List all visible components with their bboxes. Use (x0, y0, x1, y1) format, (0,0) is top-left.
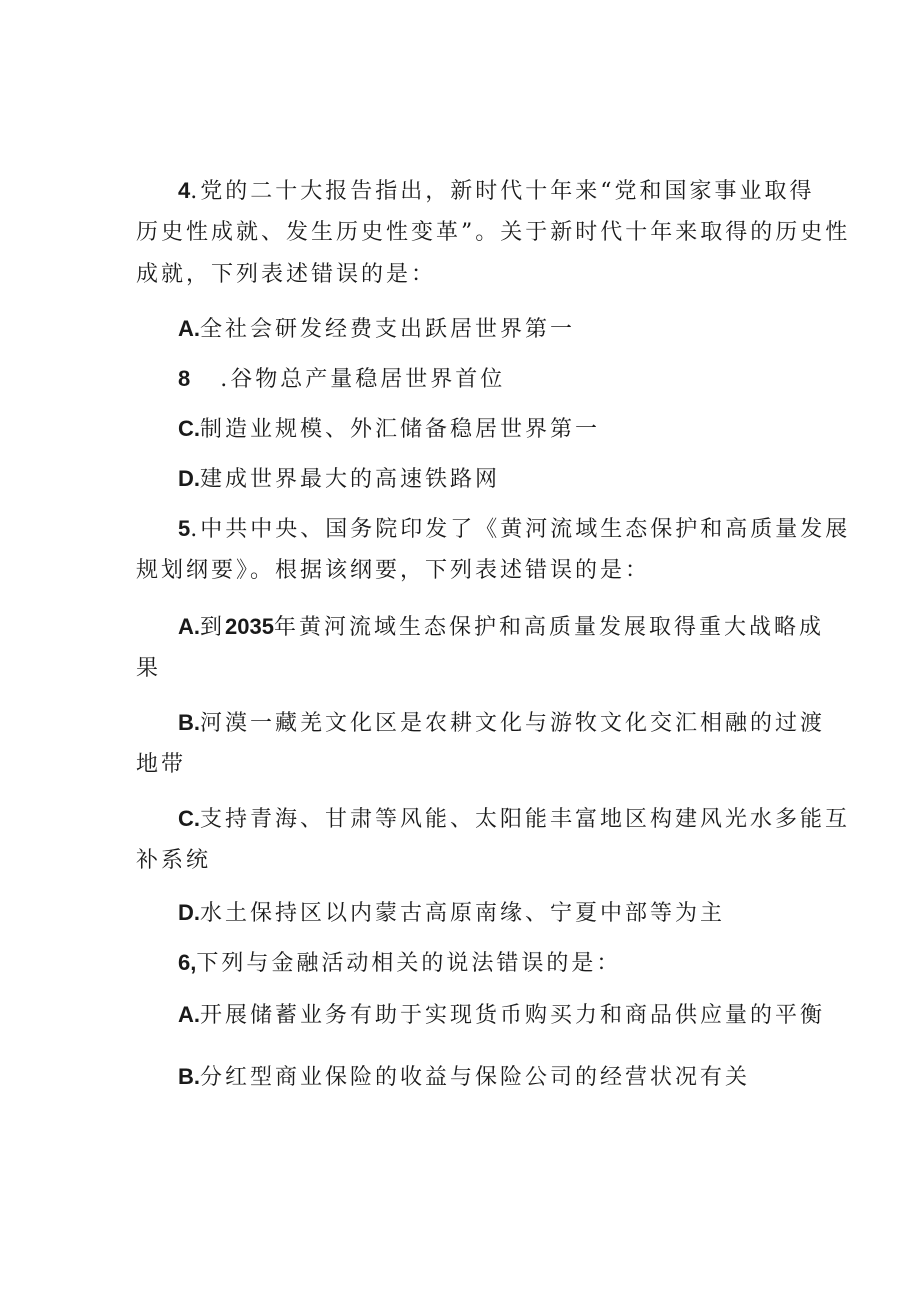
q5-option-a-year: 2035 (225, 614, 274, 639)
q6-option-a-text: 开展储蓄业务有助于实现货币购买力和商品供应量的平衡 (200, 1003, 826, 1028)
q5-number: 5 (178, 516, 191, 541)
q5-option-b (178, 708, 825, 739)
q4-stem-line-2: 历史性成就、发生历史性变革”。关于新时代十年来取得的历史性 (136, 220, 851, 245)
q4-option-a (178, 314, 575, 345)
q4-option-c (178, 414, 600, 445)
q6-option-b-label: B. (178, 1064, 200, 1089)
q6-stem-line-1 (178, 948, 621, 979)
q6-option-a (178, 1000, 825, 1031)
q5-option-c-label: C. (178, 806, 200, 831)
q5-option-a (178, 612, 824, 643)
q5-option-b-cont: 地带 (136, 752, 187, 777)
q4-option-b-label: 8 (178, 366, 191, 391)
q5-option-c-cont: 补系统 (136, 848, 212, 873)
q4-stem-line-1 (178, 176, 815, 207)
q5-option-a-label: A. (178, 614, 200, 639)
q4-option-b-text: .谷物总产量稳居世界首位 (220, 367, 506, 392)
q4-number: 4 (178, 178, 191, 203)
q5-option-d-label: D. (178, 900, 200, 925)
q5-option-b-label: B. (178, 710, 200, 735)
q5-stem-line-2: 规划纲要》。根据该纲要，下列表述错误的是： (136, 558, 651, 583)
q5-option-c-text: 支持青海、甘肃等风能、太阳能丰富地区构建风光水多能互 (200, 807, 851, 832)
q5-option-a-cont: 果 (136, 656, 162, 681)
q4-stem-text-1: .党的二十大报告指出，新时代十年来“党和国家事业取得 (190, 179, 815, 204)
q6-option-b-text: 分红型商业保险的收益与保险公司的经营状况有关 (200, 1065, 751, 1090)
q6-option-b (178, 1062, 750, 1093)
q6-number: 6, (178, 950, 197, 975)
q5-option-a-prefix: 到 (200, 615, 226, 640)
q4-option-d-label: D. (178, 466, 200, 491)
q5-option-d (178, 898, 725, 929)
q5-option-b-text: 河漠一藏羌文化区是农耕文化与游牧文化交汇相融的过渡 (200, 711, 826, 736)
q5-stem-line-1 (178, 514, 850, 545)
q4-option-c-label: C. (178, 416, 200, 441)
q4-stem-line-3: 成就，下列表述错误的是： (136, 262, 437, 287)
q5-option-a-text: 年黄河流域生态保护和高质量发展取得重大战略成 (273, 615, 824, 640)
q4-option-a-label: A. (178, 316, 200, 341)
q4-option-b (178, 364, 505, 395)
q4-option-d-text: 建成世界最大的高速铁路网 (200, 467, 501, 492)
q5-option-d-text: 水土保持区以内蒙古高原南缘、宁夏中部等为主 (200, 901, 726, 926)
q6-stem-text-1: 下列与金融活动相关的说法错误的是： (196, 951, 622, 976)
q4-option-a-text: 全社会研发经费支出跃居世界第一 (200, 317, 576, 342)
q5-stem-text-1: .中共中央、国务院印发了《黄河流域生态保护和高质量发展 (190, 517, 851, 542)
q5-option-c (178, 804, 850, 835)
q4-option-c-text: 制造业规模、外汇储备稳居世界第一 (200, 417, 601, 442)
q4-option-d (178, 464, 500, 495)
q6-option-a-label: A. (178, 1002, 200, 1027)
